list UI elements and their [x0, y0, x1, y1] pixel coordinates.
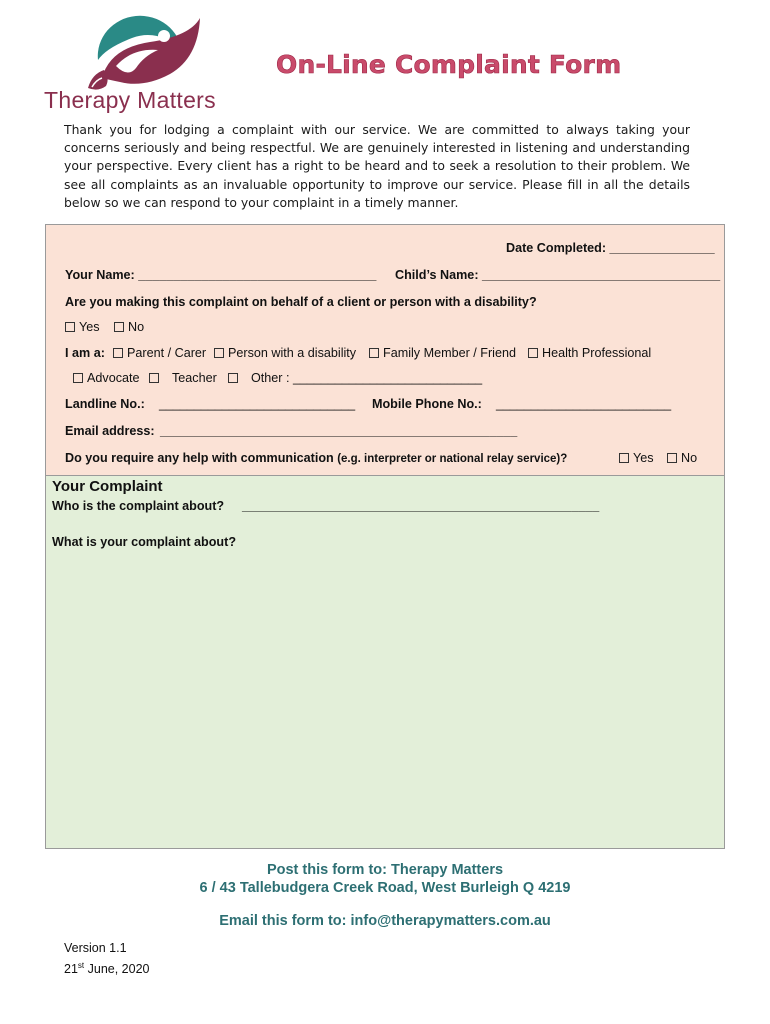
checkbox-icon[interactable] [114, 322, 124, 332]
behalf-question: Are you making this complaint on behalf of a client or person with a disability? [65, 295, 537, 309]
person-with-disability-label: Person with a disability [228, 346, 357, 360]
mobile-field[interactable]: _________________________ [496, 397, 672, 411]
childs-name-field[interactable]: Child’s Name: __________________________________ [395, 268, 721, 282]
checkbox-icon[interactable] [65, 322, 75, 332]
landline-label: Landline No.: [65, 397, 145, 411]
email-label: Email address: [65, 424, 155, 438]
complaint-heading: Your Complaint [52, 478, 163, 495]
checkbox-icon[interactable] [619, 453, 629, 463]
behalf-yes-option[interactable] [65, 320, 100, 334]
complaint-text-area[interactable] [52, 556, 718, 842]
checkbox-icon[interactable] [369, 348, 379, 358]
family-member-friend-label: Family Member / Friend [383, 346, 516, 360]
post-form-line: Post this form to: Therapy Matters [266, 862, 504, 878]
version-date-day: 21 [64, 962, 78, 977]
communication-yes-label: Yes [633, 451, 654, 465]
email-form-line: Email this form to: info@therapymatters.com.au [219, 913, 551, 929]
communication-question-text: Do you require any help with communication [65, 451, 334, 465]
behalf-yes-label: Yes [79, 320, 100, 334]
i-am-a-label: I am a: [65, 346, 105, 360]
checkbox-icon[interactable] [228, 373, 238, 383]
postal-address: 6 / 43 Tallebudgera Creek Road, West Burleigh Q 4219 [199, 880, 571, 896]
logo-wordmark: Therapy Matters [44, 87, 216, 113]
communication-no-option[interactable] [667, 451, 697, 465]
checkbox-icon[interactable] [528, 348, 538, 358]
advocate-label: Advocate [87, 371, 140, 385]
communication-yes-option[interactable] [619, 451, 654, 465]
version-info [64, 940, 149, 978]
advocate-option[interactable] [73, 371, 140, 385]
mobile-label: Mobile Phone No.: [372, 397, 482, 411]
communication-no-label: No [681, 451, 698, 465]
behalf-no-option[interactable] [114, 320, 144, 334]
family-member-friend-option[interactable] [369, 346, 516, 360]
checkbox-icon[interactable] [149, 373, 159, 383]
date-completed-field[interactable]: Date Completed: _______________ [506, 241, 715, 255]
behalf-no-label: No [128, 320, 145, 334]
complaint-who-field[interactable]: ___________________________________________________ [242, 499, 600, 513]
teacher-option[interactable] [149, 371, 217, 385]
version-date [64, 957, 149, 978]
communication-question [65, 451, 567, 465]
communication-example-text: (e.g. interpreter or national relay service)? [337, 453, 568, 465]
email-field[interactable]: ___________________________________________________ [160, 424, 518, 438]
other-option[interactable] [228, 371, 482, 385]
version-number: Version 1.1 [64, 941, 127, 955]
parent-carer-label: Parent / Carer [127, 346, 207, 360]
intro-paragraph: Thank you for lodging a complaint with our service. We are committed to always taking your concerns seriously and being respectful. We are genuinely interested in listening and understanding your perspective. Every client has a right to be heard and to seek a resolution to their problem. We see all complaints as an invaluable opportunity to improve our service. Please fill in all the details below so we can respond to your complaint in a timely manner. [64, 122, 690, 210]
health-professional-option[interactable] [528, 346, 651, 360]
checkbox-icon[interactable] [667, 453, 677, 463]
version-date-suffix: st [77, 961, 85, 970]
complaint-what-label: What is your complaint about? [52, 535, 237, 549]
health-professional-label: Health Professional [542, 346, 652, 360]
teacher-label: Teacher [172, 371, 217, 385]
complaint-who-label: Who is the complaint about? [52, 499, 225, 513]
checkbox-icon[interactable] [214, 348, 224, 358]
page-title: On-Line Complaint Form [276, 50, 622, 79]
landline-field[interactable]: ____________________________ [159, 397, 356, 411]
other-field[interactable]: Other : ___________________________ [251, 371, 483, 385]
parent-carer-option[interactable] [113, 346, 206, 360]
checkbox-icon[interactable] [113, 348, 123, 358]
your-name-field[interactable]: Your Name: __________________________________ [65, 268, 377, 282]
checkbox-icon[interactable] [73, 373, 83, 383]
version-date-rest: June, 2020 [84, 962, 150, 977]
person-with-disability-option[interactable] [214, 346, 356, 360]
